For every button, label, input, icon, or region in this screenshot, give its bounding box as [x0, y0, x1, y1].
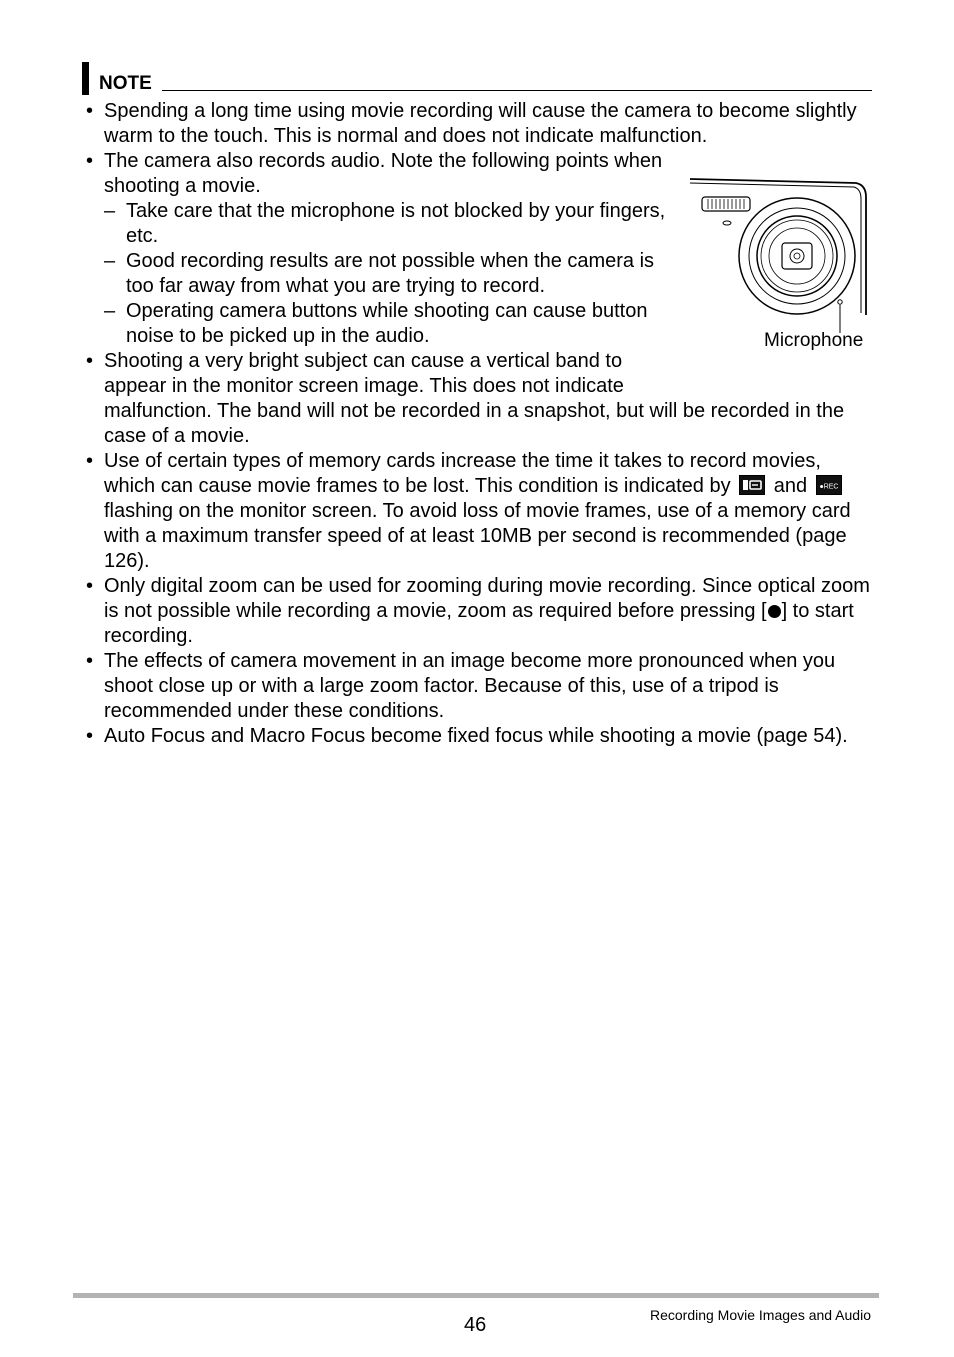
list-item — [84, 449, 874, 574]
note-bar — [82, 62, 89, 95]
memory-card-movie-icon — [739, 475, 765, 495]
list-item — [84, 649, 874, 724]
dash: – — [104, 300, 116, 322]
camera-illustration — [686, 175, 872, 353]
bullet: • — [86, 450, 94, 472]
sub-item — [104, 249, 666, 299]
list-item — [84, 99, 874, 149]
dash: – — [104, 250, 116, 272]
item-text: Use of certain types of memory cards increase the time it takes to record movies, which can cause movie frames to be lost. This condition is indicated by — [104, 450, 821, 497]
item-text: Only digital zoom can be used for zooming during movie recording. Since optical zoom is not possible while recording a movie, zoom as required before pressing [ — [104, 575, 870, 622]
item-text: The camera also records audio. Note the following points when shooting a movie. — [104, 150, 663, 197]
bullet: • — [86, 725, 94, 747]
sub-item-text: Good recording results are not possible when the camera is too far away from what you are trying to record. — [126, 250, 655, 297]
item-text: Shooting a very bright subject can cause a vertical band to appear in the monitor screen image. This does not indicate — [104, 350, 624, 397]
note-header — [82, 62, 872, 96]
list-item — [84, 349, 874, 449]
shutter-button-icon — [768, 605, 781, 618]
footer-rule — [73, 1293, 879, 1298]
note-label: NOTE — [99, 73, 152, 94]
item-text: ] to start recording. — [104, 600, 854, 647]
footer-section-title: Recording Movie Images and Audio — [649, 1307, 871, 1323]
dash: – — [104, 200, 116, 222]
sub-item — [104, 199, 666, 249]
bullet: • — [86, 650, 94, 672]
camera-front-drawing — [686, 175, 872, 353]
sub-item-text: Operating camera buttons while shooting can cause button noise to be picked up in the audio. — [126, 300, 648, 347]
item-text: The effects of camera movement in an image become more pronounced when you shoot close up or with a large zoom factor. Because of this, use of a tripod is recommended under these conditions. — [104, 650, 836, 722]
rec-icon-label: ●REC — [819, 483, 839, 491]
rec-icon — [816, 475, 842, 495]
note-rule — [162, 90, 872, 91]
list-item — [84, 574, 874, 649]
bullet: • — [86, 150, 94, 172]
item-text: Auto Focus and Macro Focus become fixed focus while shooting a movie (page 54). — [104, 725, 848, 747]
page-number: 46 — [464, 1314, 487, 1336]
microphone-label: Microphone — [764, 330, 864, 351]
bullet: • — [86, 100, 94, 122]
item-text: flashing on the monitor screen. To avoid loss of movie frames, use of a memory card with a maximum transfer speed of at least 10MB per second is recommended (page 126). — [104, 500, 851, 572]
sub-item — [104, 299, 666, 349]
item-text: Spending a long time using movie recording will cause the camera to become slightly warm to the touch. This is normal and does not indicate malfunction. — [104, 100, 857, 147]
list-item — [84, 724, 874, 749]
item-text-continued: malfunction. The band will not be recorded in a snapshot, but will be recorded in the case of a movie. — [104, 400, 845, 447]
bullet: • — [86, 350, 94, 372]
sub-item-text: Take care that the microphone is not blocked by your fingers, etc. — [126, 200, 666, 247]
bullet: • — [86, 575, 94, 597]
item-text: and — [773, 475, 808, 497]
